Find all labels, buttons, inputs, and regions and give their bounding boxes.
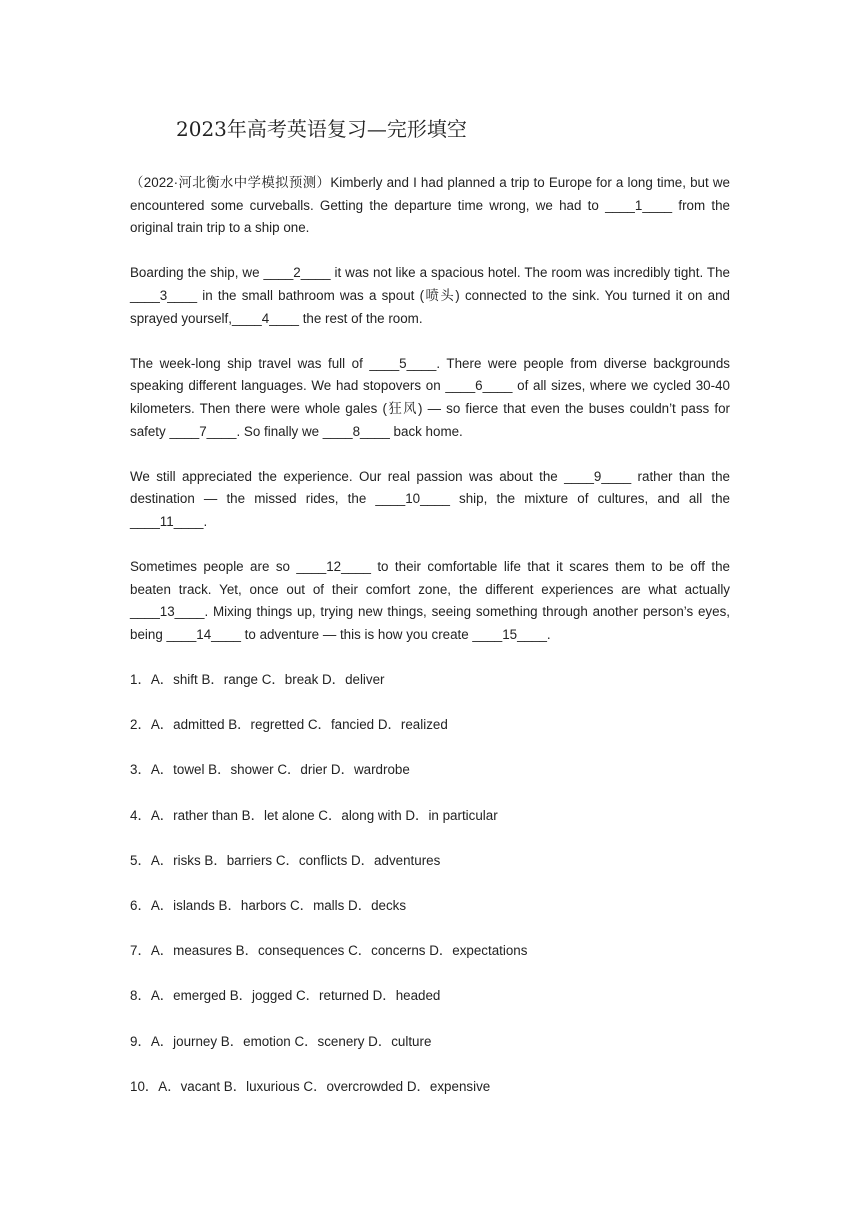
question-1-options: 1．A．shift B．range C．break D．deliver xyxy=(130,672,385,688)
question-8-options: 8．A．emerged B．jogged C．returned D．headed xyxy=(130,988,441,1004)
question-9-options: 9．A．journey B．emotion C．scenery D．culture xyxy=(130,1033,432,1049)
question-2-options: 2．A．admitted B．regretted C．fancied D．realized xyxy=(130,717,448,733)
question-4-options: 4．A．rather than B．let alone C．along with D．in particular xyxy=(130,807,498,823)
passage-paragraph-3: The week-long ship travel was full of ____5____. There were people from diverse backgrounds speaking different languages. We had stopovers on ____6____ of all sizes, where we cycled 30-40 kilometers. Then there were whole gales (狂风) — so fierce that even the buses couldn’t pass for safety ____7____. So finally we ____8____ back home. xyxy=(130,355,730,439)
question-10-options: 10．A．vacant B．luxurious C．overcrowded D．expensive xyxy=(130,1078,491,1094)
passage-paragraph-5: Sometimes people are so ____12____ to their comfortable life that it scares them to be off the beaten track. Yet, once out of their comfort zone, the different experiences are what actually ____13____. Mixing things up, trying new things, seeing something through another person’s eyes, being ____14____ to adventure — this is how you create ____15____. xyxy=(130,559,730,642)
question-7-options: 7．A．measures B．consequences C．concerns D．expectations xyxy=(130,943,528,959)
passage-paragraph-4: We still appreciated the experience. Our real passion was about the ____9____ rather than the destination — the missed rides, the ____10____ ship, the mixture of cultures, and all the ____11____. xyxy=(130,468,730,529)
document-body xyxy=(130,172,730,1121)
passage-paragraph-1: （2022·河北衡水中学模拟预测）Kimberly and I had planned a trip to Europe for a long time, but we encountered some curveballs. Getting the departure time wrong, we had to ____1____ from the original train trip to a ship one. xyxy=(130,175,730,236)
document-title: 2023年高考英语复习—完形填空 xyxy=(176,117,467,141)
passage-paragraph-2: Boarding the ship, we ____2____ it was not like a spacious hotel. The room was incredibly tight. The ____3____ in the small bathroom was a spout (喷头) connected to the sink. You turned it on and sprayed yourself,____4____ the rest of the room. xyxy=(130,265,730,326)
question-5-options: 5．A．risks B．barriers C．conflicts D．adventures xyxy=(130,852,441,868)
question-6-options: 6．A．islands B．harbors C．malls D．decks xyxy=(130,898,407,913)
question-3-options: 3．A．towel B．shower C．drier D．wardrobe xyxy=(130,762,410,778)
